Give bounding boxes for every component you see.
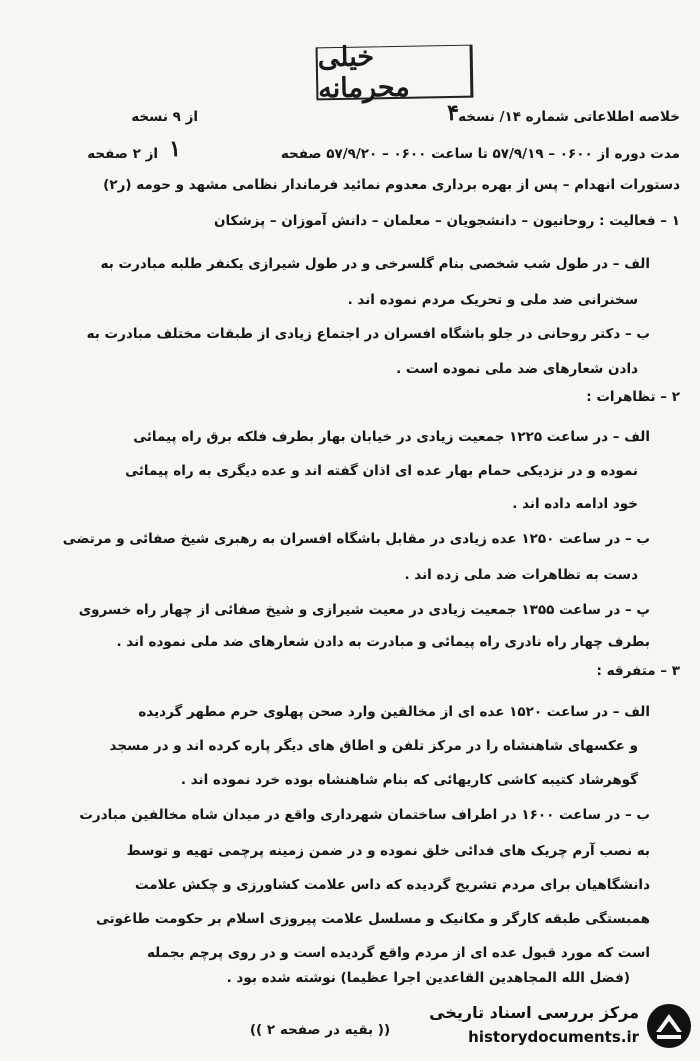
section-1-item-a-line-2: سخنرانی ضد ملی و تحریک مردم نموده اند . <box>347 292 638 308</box>
period-line: مدت دوره از ۰۶۰۰ – ۵۷/۹/۱۹ تا ساعت ۰۶۰۰ – ۵۷/۹/۲۰ صفحه <box>280 146 680 162</box>
section-3-item-a-line-3: گوهرشاد کتیبه کاشی کاریهائی که بنام شاهنشاه بوده خرد نموده اند . <box>180 772 638 788</box>
archive-org-name: مرکز بررسی اسناد تاریخی <box>429 1003 639 1022</box>
section-3-title: ۳ – متفرقه : <box>596 663 680 679</box>
page-number: ۱ <box>169 140 181 158</box>
copy-of-count: از ۹ نسخه <box>131 109 198 125</box>
continued-note: (( بقیه در صفحه ۲ )) <box>249 1022 391 1038</box>
section-3-item-b-line-1: ب – در ساعت ۱۶۰۰ در اطراف ساختمان شهرداری واقع در میدان شاه مخالفین مبادرت <box>79 807 650 823</box>
section-1-item-b-line-1: ب – دکتر روحانی در جلو باشگاه افسران در اجتماع زیادی از طبقات مختلف مبادرت به <box>86 326 650 342</box>
section-3-item-b-line-2: به نصب آرم چریک های فدائی خلق نموده و در ضمن زمینه پرچمی تهیه و توسط <box>126 843 650 859</box>
section-1-item-b-line-2: دادن شعارهای ضد ملی نموده است . <box>396 361 638 377</box>
section-2-item-a-line-2: نموده و در نزدیکی حمام بهار عده ای اذان گفته اند و عده دیگری به راه پیمائی <box>125 463 638 479</box>
section-3-item-a-line-1: الف – در ساعت ۱۵۲۰ عده ای از مخالفین وارد صحن پهلوی حرم مطهر گردیده <box>138 704 650 720</box>
section-3-item-b-line-6: (فضل الله المجاهدین القاعدین اجرا عظیما) نوشته شده بود . <box>226 970 630 986</box>
copy-number: ۴ <box>447 104 459 122</box>
section-1-title: ۱ – فعالیت : روحانیون – دانشجویان – معلمان – دانش آموزان – پزشکان <box>213 213 680 229</box>
summary-number-line: خلاصه اطلاعاتی شماره ۱۴/ نسخه <box>458 109 680 125</box>
section-2-item-a-line-3: خود ادامه داده اند . <box>512 496 638 512</box>
section-3-item-a-line-2: و عکسهای شاهنشاه را در مرکز تلفن و اطاق های دیگر پاره کرده اند و در مسجد <box>109 738 638 754</box>
section-2-item-b-line-1: ب – در ساعت ۱۲۵۰ عده زیادی در مقابل باشگاه افسران به رهبری شیخ صفائی و مرتضی <box>62 531 650 547</box>
section-3-item-b-line-5: است که مورد قبول عده ای از مردم واقع گردیده است و در روی پرچم بجمله <box>147 945 650 961</box>
section-2-item-b-line-2: دست به تظاهرات ضد ملی زده اند . <box>404 567 638 583</box>
archive-website: historydocuments.ir <box>468 1028 639 1046</box>
archive-logo-icon <box>645 1002 693 1050</box>
section-2-item-c-line-2: بطرف چهار راه نادری راه پیمائی و مبادرت به دادن شعارهای ضد ملی نموده اند . <box>116 634 650 650</box>
page-of-count: از ۲ صفحه <box>87 146 158 162</box>
section-2-title: ۲ – تظاهرات : <box>586 389 680 405</box>
section-2-item-a-line-1: الف – در ساعت ۱۲۲۵ جمعیت زیادی در خیابان بهار بطرف فلکه برق راه پیمائی <box>133 429 650 445</box>
classification-stamp: خیلی محرمانه <box>316 45 474 101</box>
archive-watermark <box>410 998 695 1054</box>
section-1-item-a-line-1: الف – در طول شب شخصی بنام گلسرخی و در طول شیرازی یکنفر طلبه مبادرت به <box>100 256 650 272</box>
section-3-item-b-line-3: دانشگاهیان برای مردم تشریح گردیده که داس علامت کشاورزی و چکش علامت <box>135 877 650 893</box>
section-3-item-b-line-4: همبستگی طبقه کارگر و مکانیک و مسلسل علامت پیروزی اسلام بر حکومت طاغوتی <box>95 911 650 927</box>
destruction-orders-line: دستورات انهدام – پس از بهره برداری معدوم نمائید فرماندار نظامی مشهد و حومه (ر۲) <box>103 177 680 193</box>
section-2-item-c-line-1: پ – در ساعت ۱۳۵۵ جمعیت زیادی در معیت شیرازی و شیخ صفائی از چهار راه خسروی <box>78 602 650 618</box>
